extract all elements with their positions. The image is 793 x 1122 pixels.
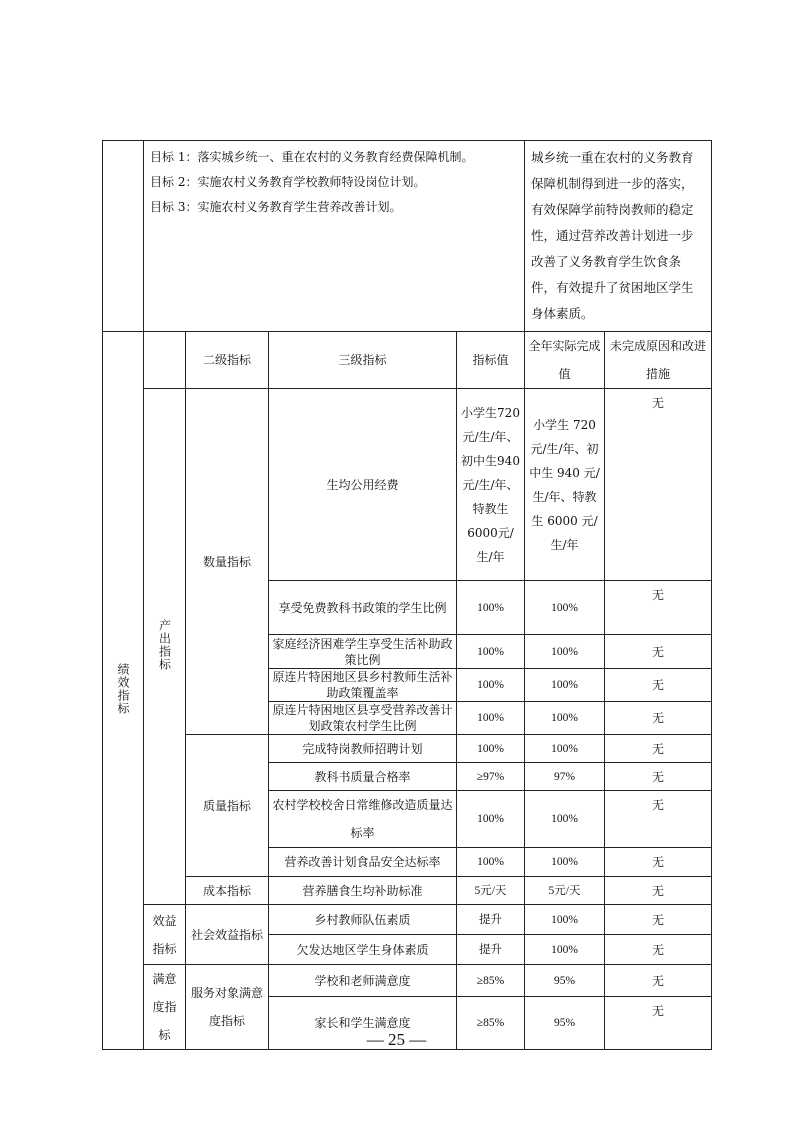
reason-value: 无: [605, 935, 712, 965]
actual-value: 5元/天: [525, 877, 605, 905]
target-value: 100%: [457, 581, 525, 635]
quality-group: 质量指标: [186, 735, 269, 877]
actual-value: 100%: [525, 905, 605, 935]
service-satisfaction-group: 服务对象满意度指标: [186, 965, 269, 1050]
indicator-name: 农村学校校舍日常维修改造质量达标率: [269, 791, 457, 848]
indicator-name: 原连片特困地区县乡村教师生活补助政策覆盖率: [269, 669, 457, 702]
output-group-cell: [144, 389, 186, 905]
target-value: 100%: [457, 635, 525, 669]
goal-3: 目标 3：实施农村义务教育学生营养改善计划。: [150, 200, 402, 214]
indicator-name: 生均公用经费: [269, 389, 457, 581]
target-value: 5元/天: [457, 877, 525, 905]
header-reason: 未完成原因和改进措施: [605, 332, 712, 389]
reason-value: 无: [605, 669, 712, 702]
reason-value: 无: [605, 763, 712, 791]
target-value: 100%: [457, 791, 525, 848]
quantity-group: 数量指标: [186, 389, 269, 735]
social-benefit-group: 社会效益指标: [186, 905, 269, 965]
reason-value: 无: [605, 635, 712, 669]
indicator-name: 家庭经济困难学生享受生活补助政策比例: [269, 635, 457, 669]
target-value: 提升: [457, 905, 525, 935]
benefit-group: 效益指标: [144, 905, 186, 965]
actual-value: 小学生 720元/生/年、初中生 940 元/生/年、特教生 6000 元/生/年: [525, 389, 605, 581]
header-blank-cell: [144, 332, 186, 389]
header-actual: 全年实际完成值: [525, 332, 605, 389]
indicator-name: 营养膳食生均补助标准: [269, 877, 457, 905]
indicator-name: 完成特岗教师招聘计划: [269, 735, 457, 763]
performance-table: [102, 140, 712, 1050]
reason-value: 无: [605, 581, 712, 635]
goal-2: 目标 2：实施农村义务教育学校教师特设岗位计划。: [150, 175, 426, 189]
indicator-name: 欠发达地区学生身体素质: [269, 935, 457, 965]
target-value: 提升: [457, 935, 525, 965]
goals-blank-cell: [103, 141, 144, 332]
actual-value: 95%: [525, 965, 605, 997]
reason-value: 无: [605, 702, 712, 735]
indicator-name: 家长和学生满意度: [269, 997, 457, 1050]
actual-value: 100%: [525, 581, 605, 635]
actual-value: 100%: [525, 635, 605, 669]
reason-value: 无: [605, 735, 712, 763]
indicator-name: 营养改善计划食品安全达标率: [269, 848, 457, 877]
page-number: — 25 —: [366, 1030, 427, 1049]
satisfaction-group: 满意度指标: [144, 965, 186, 1050]
actual-value: 100%: [525, 791, 605, 848]
actual-value: 100%: [525, 669, 605, 702]
actual-value: 97%: [525, 763, 605, 791]
header-level2: 二级指标: [186, 332, 269, 389]
cost-group: 成本指标: [186, 877, 269, 905]
section-label-cell: [103, 332, 144, 1050]
actual-value: 95%: [525, 997, 605, 1050]
goals-result-cell: 城乡统一重在农村的义务教育保障机制得到进一步的落实，有效保障学前特岗教师的稳定性，通过营养改善计划进一步改善了义务教育学生饮食条件，有效提升了贫困地区学生身体素质。: [525, 141, 712, 332]
indicator-name: 原连片特困地区县享受营养改善计划政策农村学生比例: [269, 702, 457, 735]
header-level3: 三级指标: [269, 332, 457, 389]
reason-value: 无: [605, 791, 712, 848]
reason-value: 无: [605, 905, 712, 935]
actual-value: 100%: [525, 735, 605, 763]
indicator-name: 学校和老师满意度: [269, 965, 457, 997]
indicator-name: 享受免费教科书政策的学生比例: [269, 581, 457, 635]
target-value: ≥97%: [457, 763, 525, 791]
actual-value: 100%: [525, 848, 605, 877]
goal-1: 目标 1：落实城乡统一、重在农村的义务教育经费保障机制。: [150, 150, 474, 164]
target-value: ≥85%: [457, 997, 525, 1050]
target-value: 100%: [457, 702, 525, 735]
reason-value: 无: [605, 877, 712, 905]
reason-value: 无: [605, 965, 712, 997]
reason-value: 无: [605, 997, 712, 1050]
target-value: 100%: [457, 669, 525, 702]
section-label: 绩效指标: [116, 662, 130, 715]
target-value: 100%: [457, 848, 525, 877]
actual-value: 100%: [525, 935, 605, 965]
actual-value: 100%: [525, 702, 605, 735]
target-value: 小学生720元/生/年、初中生940元/生/年、特教生6000元/生/年: [457, 389, 525, 581]
header-target: 指标值: [457, 332, 525, 389]
output-group-label: 产出指标: [157, 618, 172, 671]
indicator-name: 乡村教师队伍素质: [269, 905, 457, 935]
reason-value: 无: [605, 389, 712, 581]
target-value: ≥85%: [457, 965, 525, 997]
goals-cell: [144, 141, 525, 332]
indicator-name: 教科书质量合格率: [269, 763, 457, 791]
target-value: 100%: [457, 735, 525, 763]
reason-value: 无: [605, 848, 712, 877]
